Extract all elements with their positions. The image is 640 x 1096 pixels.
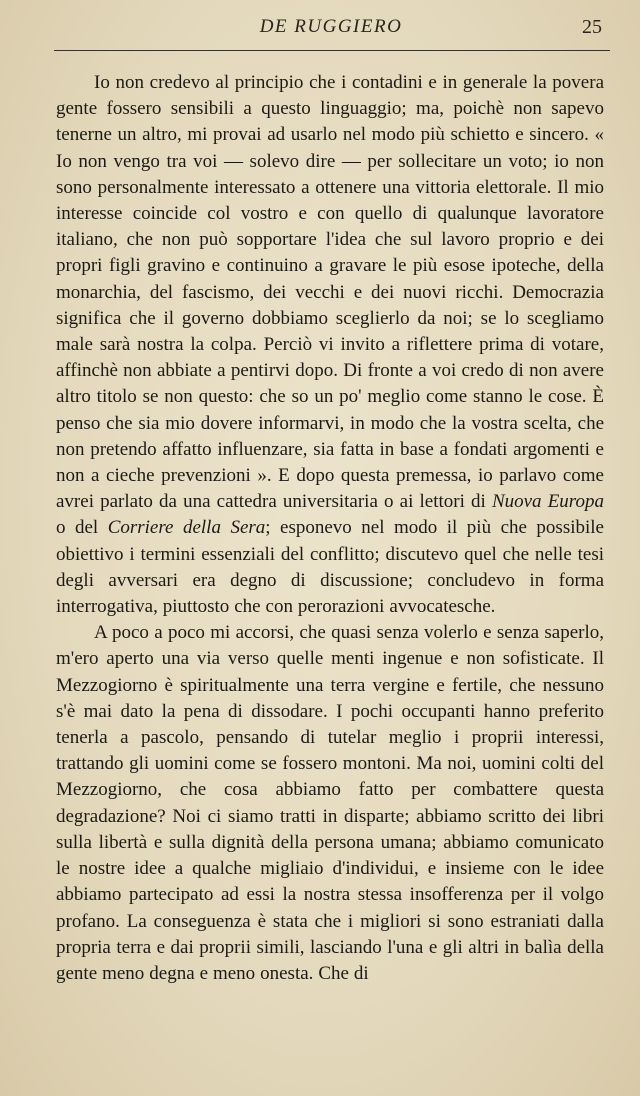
paragraph-1-text-a: Io non credevo al principio che i contadini e in generale la povera gente fossero sensibili a questo linguaggio; ma, poichè non sapevo tenerne un altro, mi provai ad usarlo nel modo più schietto e sincero. « Io non vengo tra voi — solevo dire — per sollecitare un voto; io non sono personalmente interessato a ottenere una vittoria elettorale. Il mio interesse coincide col vostro e con quello di qualunque lavoratore italiano, che non può sopportare l'idea che sul lavoro proprio e dei propri figli gravino e continuino a gravare le più esose ipoteche, della monarchia, del fascismo, dei vecchi e dei nuovi ricchi. Democrazia significa che il governo dobbiamo sceglierlo da noi; se lo scegliamo male sarà nostra la colpa. Perciò vi invito a riflettere prima di votare, affinchè non abbiate a pentirvi dopo. Di fronte a voi credo di non avere altro titolo se non questo: che so un po' meglio come stanno le cose. È penso che sia mio dovere informarvi, in modo che la vostra scelta, che non pretendo affatto influenzare, sia fatta in base a fondati argomenti e non a cieche prevenzioni ». E dopo questa premessa, io parlavo come avrei parlato da una cattedra universitaria o ai lettori di [56,72,604,513]
paragraph-1 [56,70,604,620]
paragraph-1-text-b: o del [56,517,108,539]
body-text [56,70,604,987]
paragraph-2: A poco a poco mi accorsi, che quasi senza volerlo e senza saperlo, m'ero aperto una via verso quelle menti ingenue e non sofisticate. Il Mezzogiorno è spiritualmente una terra vergine e fertile, che nessuno s'è mai dato la pena di dissodare. I pochi occupanti hanno preferito tenerla a pascolo, pensando di tutelar meglio i proprii interessi, trattando gli uomini come se fossero montoni. Ma noi, uomini colti del Mezzogiorno, che cosa abbiamo fatto per combattere questa degradazione? Noi ci siamo tratti in disparte; abbiamo scritto dei libri sulla libertà e sulla dignità della persona umana; abbiamo comunicato le nostre idee a qualche migliaio d'individui, e insieme con le idee abbiamo partecipato ad essi la nostra stessa insofferenza per il volgo profano. La conseguenza è stata che i migliori si sono estraniati dalla propria terra e dai proprii simili, lasciando l'una e gli altri in balìa della gente meno degna e meno onesta. Che di [56,622,604,984]
italic-title-nuova-europa: Nuova Europa [491,491,604,513]
header-rule [54,50,610,51]
italic-title-corriere: Corriere della Sera [107,517,266,539]
page-number: 25 [582,16,602,38]
paragraph-1-text-c: ; esponevo nel modo il più che possibile obiettivo i termini essenziali del conflitto; discutevo quel che nelle tesi degli avversari era degno di discussione; concludevo in forma interrogativa, piuttosto che con perorazioni avvocatesche. [56,517,604,618]
running-title: DE RUGGIERO [259,16,403,37]
page-header [58,16,604,44]
